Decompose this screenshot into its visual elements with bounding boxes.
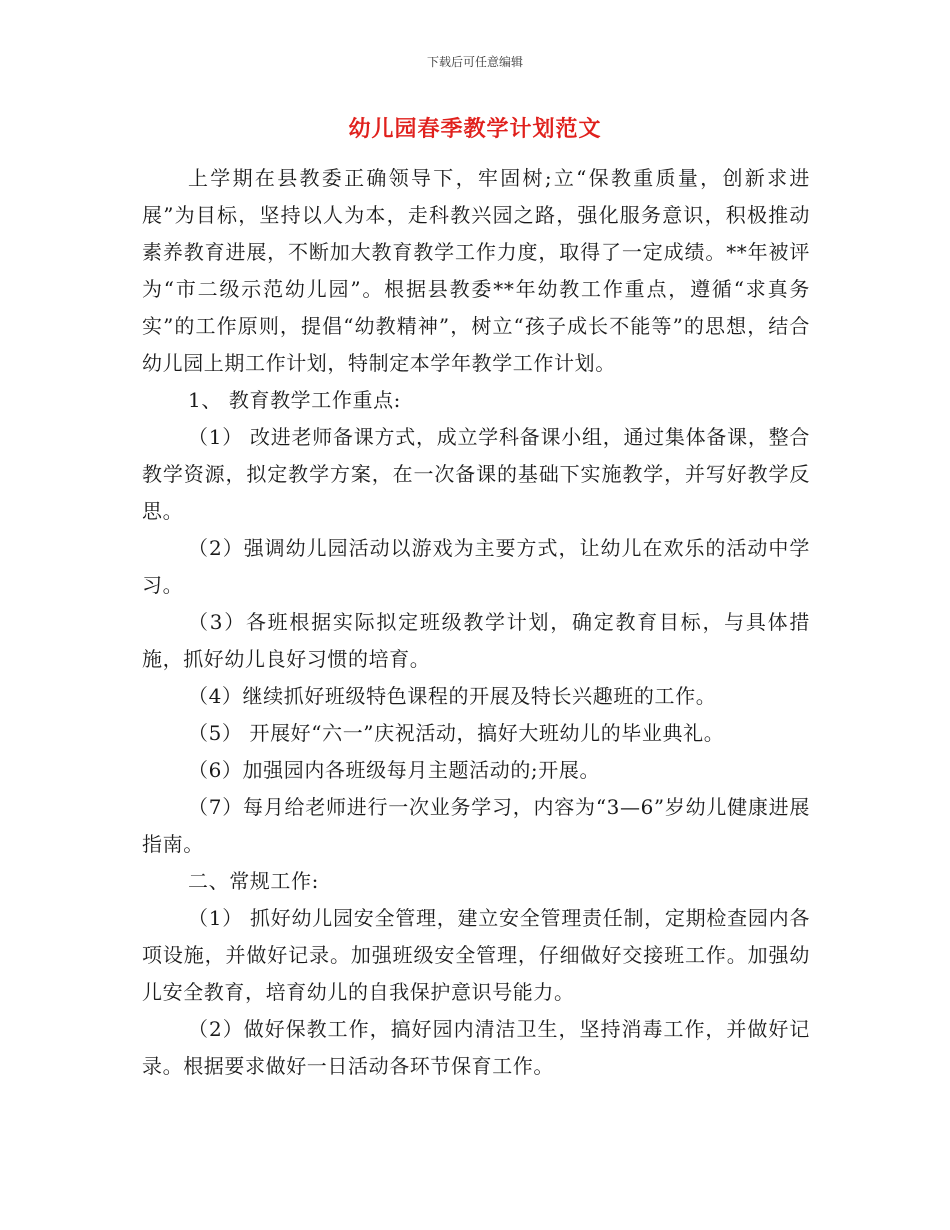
section-heading-1: 1、 教育教学工作重点: <box>188 388 402 412</box>
paragraph-intro: 上学期在县教委正确领导下，牢固树;立“保教重质量，创新求进展”为目标，坚持以人为本，走科教兴园之路，强化服务意识，积极推动素养教育进展，不断加大教育教学工作力度，取得了一定成绩。**年被评为“市二级示范幼儿园”。根据县教委**年幼教工作重点，遵循“求真务实”的工作原则，提倡“幼教精神”，树立“孩子成长不能等”的思想，结合幼儿园上期工作计划，特制定本学年教学工作计划。 <box>142 166 810 375</box>
paragraph-item-1-5: （5） 开展好“六一”庆祝活动，搞好大班幼儿的毕业典礼。 <box>188 721 725 745</box>
paragraph-item-1-7: （7）每月给老师进行一次业务学习，内容为“3—6”岁幼儿健康进展指南。 <box>142 795 810 856</box>
paragraph-item-1-1: （1） 改进老师备课方式，成立学科备课小组，通过集体备课，整合教学资源，拟定教学方案，在一次备课的基础下实施教学，并写好教学反思。 <box>142 425 810 523</box>
paragraph-item-1-6: （6）加强园内各班级每月主题活动的;开展。 <box>188 758 601 782</box>
section-heading-2: 二、常规工作: <box>188 869 319 893</box>
page-header: 下载后可任意编辑 <box>426 55 523 69</box>
document-title: 幼儿园春季教学计划范文 <box>348 116 602 142</box>
paragraph-item-2-2: （2）做好保教工作，搞好园内清洁卫生，坚持消毒工作，并做好记录。根据要求做好一日活动各环节保育工作。 <box>142 1017 810 1078</box>
document-body <box>142 160 810 1085</box>
paragraph-item-1-4: （4）继续抓好班级特色课程的开展及特长兴趣班的工作。 <box>188 684 717 708</box>
paragraph-item-1-2: （2）强调幼儿园活动以游戏为主要方式，让幼儿在欢乐的活动中学习。 <box>142 536 810 597</box>
paragraph-item-2-1: （1） 抓好幼儿园安全管理，建立安全管理责任制，定期检查园内各项设施，并做好记录。加强班级安全管理，仔细做好交接班工作。加强幼儿安全教育，培育幼儿的自我保护意识号能力。 <box>142 906 810 1004</box>
paragraph-item-1-3: （3）各班根据实际拟定班级教学计划，确定教育目标，与具体措施，抓好幼儿良好习惯的培育。 <box>142 610 810 671</box>
